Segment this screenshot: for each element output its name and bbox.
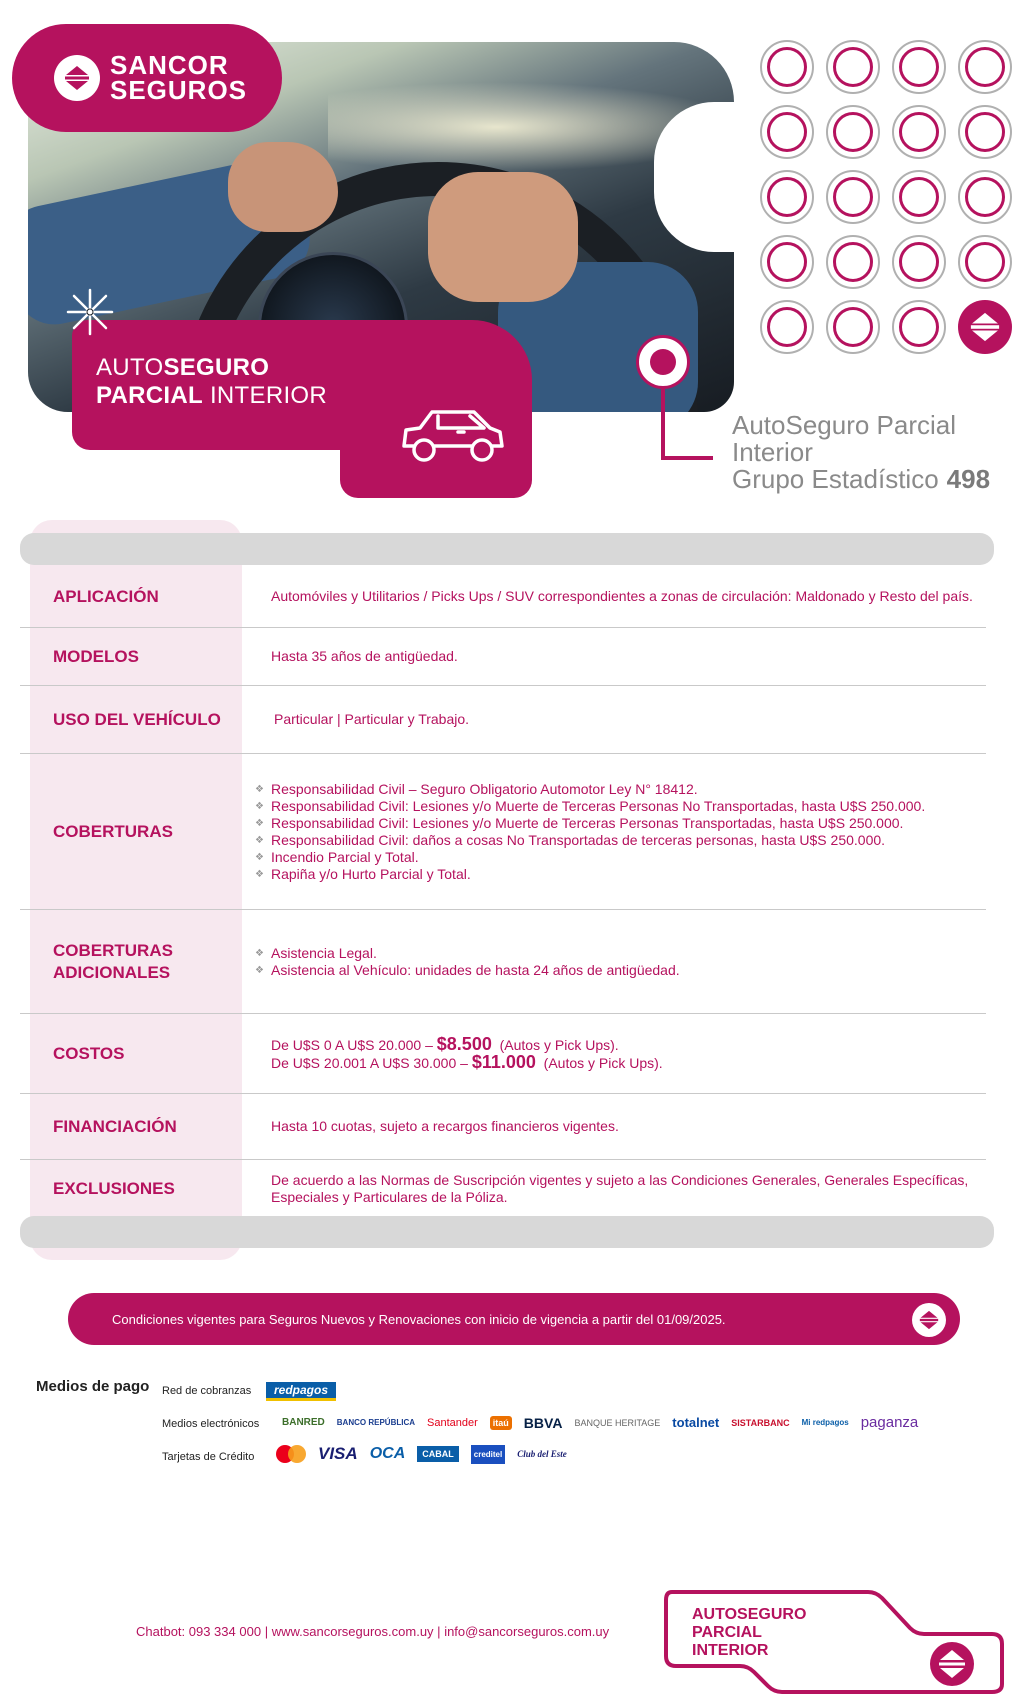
sparkle-icon: [64, 286, 116, 338]
list-item: ❖ Asistencia Legal.: [271, 945, 974, 962]
cabal-logo: CABAL: [417, 1446, 459, 1462]
spec-label: COBERTURAS ADICIONALES: [53, 940, 173, 982]
paganza-logo: paganza: [860, 1414, 919, 1431]
ring: [892, 105, 946, 159]
product-title-line1: AUTOSEGURO: [96, 354, 270, 381]
electronic-payment-logos: [282, 1414, 918, 1431]
pointer-line: [661, 456, 713, 460]
spec-value: De U$S 0 A U$S 20.000 – $8.500 (Autos y Pick Ups). De U$S 20.001 A U$S 30.000 – $11.000 (Autos y Pick Ups).: [271, 1033, 663, 1072]
ring: [760, 40, 814, 94]
statistical-group-title: AutoSeguro Parcial Interior Grupo Estadístico 498: [732, 410, 991, 494]
ring: [760, 235, 814, 289]
table-bottom-bar: [20, 1216, 994, 1248]
coverage-list: [271, 781, 974, 883]
creditel-logo: creditel: [471, 1445, 505, 1464]
spec-label: COSTOS: [53, 1043, 125, 1063]
product-badge-text: AUTOSEGURO PARCIAL INTERIOR: [692, 1606, 807, 1659]
list-item: ❖ Responsabilidad Civil: Lesiones y/o Muerte de Terceras Personas No Transportadas, hasta U$S 250.000.: [271, 798, 974, 815]
list-item: ❖ Responsabilidad Civil – Seguro Obligatorio Automotor Ley N° 18412.: [271, 781, 974, 798]
website-link[interactable]: www.sancorseguros.com.uy: [271, 1624, 434, 1639]
spec-label: APLICACIÓN: [53, 586, 159, 606]
ring: [826, 300, 880, 354]
ring: [826, 170, 880, 224]
list-item: ❖ Incendio Parcial y Total.: [271, 849, 974, 866]
spec-row-uso: [20, 686, 986, 754]
spec-row-financiacion: [20, 1094, 986, 1160]
email-link[interactable]: info@sancorseguros.com.uy: [444, 1624, 610, 1639]
validity-notice: [68, 1293, 960, 1345]
spec-label: USO DEL VEHÍCULO: [53, 709, 221, 729]
product-title-line2: PARCIAL INTERIOR: [96, 382, 328, 409]
totalnet-logo: totalnet: [672, 1415, 720, 1430]
redpagos-logo: redpagos: [266, 1382, 336, 1401]
list-item: ❖ Asistencia al Vehículo: unidades de hasta 24 años de antigüedad.: [271, 962, 974, 979]
hand-right: [428, 172, 578, 302]
ring: [958, 40, 1012, 94]
price: $8.500: [436, 1033, 492, 1054]
spec-row-costos: [20, 1014, 986, 1094]
spec-value: Hasta 35 años de antigüedad.: [271, 648, 458, 664]
spec-row-modelos: [20, 628, 986, 686]
miredpagos-logo: Mi redpagos: [801, 1418, 849, 1427]
ring: [958, 170, 1012, 224]
ring: [892, 300, 946, 354]
credit-card-logos: [276, 1444, 567, 1464]
spec-value: Automóviles y Utilitarios / Picks Ups / SUV correspondientes a zonas de circulación: Maldonado y Resto del país.: [271, 588, 973, 604]
spec-label: FINANCIACIÓN: [53, 1116, 177, 1136]
road-glow: [328, 82, 734, 172]
list-item: ❖ Rapiña y/o Hurto Parcial y Total.: [271, 866, 974, 883]
car-icon: [398, 402, 508, 472]
ring: [826, 105, 880, 159]
payment-methods-title: Medios de pago: [36, 1378, 150, 1395]
collection-network-logos: [266, 1382, 336, 1401]
spec-label: COBERTURAS: [53, 821, 173, 841]
sancor-s-icon: [958, 300, 1012, 354]
list-item: ❖ Responsabilidad Civil: daños a cosas No Transportadas de terceras personas, hasta U$S 250.000.: [271, 832, 974, 849]
ring: [760, 105, 814, 159]
ring: [892, 170, 946, 224]
list-item: ❖ Responsabilidad Civil: Lesiones y/o Muerte de Terceras Personas Transportadas, hasta U$S 250.000.: [271, 815, 974, 832]
notice-text: Condiciones vigentes para Seguros Nuevos y Renovaciones con inicio de vigencia a partir del 01/09/2025.: [112, 1311, 726, 1327]
sancor-s-icon: [912, 1303, 946, 1337]
banco-republica-logo: BANCO REPÚBLICA: [336, 1418, 416, 1427]
spec-row-aplicacion: [20, 566, 986, 628]
sistarbanc-logo: SISTARBANC: [731, 1417, 790, 1428]
decorative-ring-grid: [760, 40, 1015, 360]
ring: [760, 170, 814, 224]
spec-row-exclusiones: [20, 1160, 986, 1218]
spec-value: Hasta 10 cuotas, sujeto a recargos financieros vigentes.: [271, 1118, 619, 1134]
oca-logo: OCA: [369, 1445, 406, 1462]
banred-logo: BANRED: [282, 1417, 325, 1428]
payment-row-label: Red de cobranzas: [162, 1385, 252, 1397]
spec-label: EXCLUSIONES: [53, 1179, 175, 1198]
club-del-este-logo: Club del Este: [517, 1449, 567, 1459]
mastercard-logo: [276, 1445, 306, 1463]
pointer-dot: [636, 335, 690, 389]
brand-name: SANCOR SEGUROS: [110, 50, 248, 105]
brand-logo[interactable]: [12, 24, 282, 132]
hand-left: [228, 142, 338, 232]
contact-line: Chatbot: 093 334 000 | www.sancorseguros.com.uy | info@sancorseguros.com.uy: [136, 1624, 610, 1639]
payment-row-label: Tarjetas de Crédito: [162, 1451, 255, 1463]
itau-logo: itaú: [490, 1416, 512, 1430]
spec-value: [242, 945, 986, 979]
bbva-logo: BBVA: [523, 1414, 563, 1431]
table-top-bar: [20, 533, 994, 565]
pointer-line: [661, 389, 665, 460]
payment-row-label: Medios electrónicos: [162, 1418, 260, 1430]
ring: [958, 235, 1012, 289]
spec-row-adicionales: [20, 910, 986, 1014]
spec-label: MODELOS: [53, 646, 139, 666]
banque-heritage-logo: BANQUE HERITAGE: [574, 1417, 661, 1428]
visa-logo: VISA: [318, 1444, 358, 1463]
ring: [958, 105, 1012, 159]
chatbot-contact[interactable]: Chatbot: 093 334 000: [136, 1624, 262, 1639]
group-number: 498: [946, 464, 991, 494]
additional-coverage-list: [271, 945, 974, 979]
spec-value: Particular | Particular y Trabajo.: [274, 711, 470, 727]
ring: [892, 40, 946, 94]
santander-logo: Santander: [427, 1416, 478, 1429]
spec-value: De acuerdo a las Normas de Suscripción vigentes y sujeto a las Condiciones Generales, Generales Específicas, Especiales y Particulares de la Póliza.: [271, 1172, 969, 1205]
ring: [826, 40, 880, 94]
spec-row-coberturas: [20, 754, 986, 910]
ring: [892, 235, 946, 289]
ring: [760, 300, 814, 354]
spec-value: [242, 781, 986, 883]
ring: [826, 235, 880, 289]
sancor-s-icon: [54, 55, 100, 101]
price: $11.000: [471, 1051, 536, 1072]
